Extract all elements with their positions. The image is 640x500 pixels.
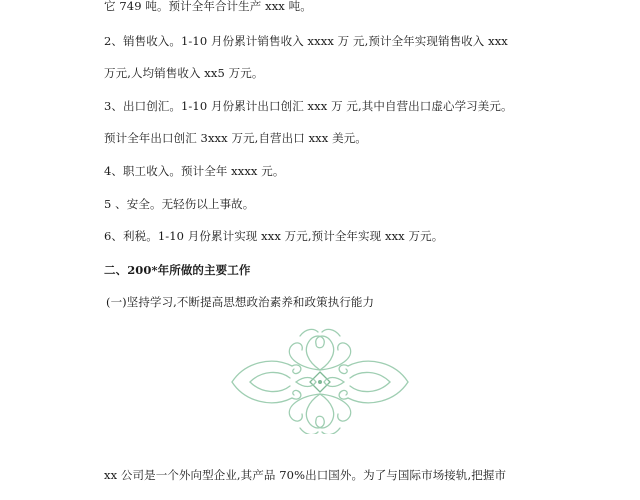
text-line-5: 预计全年出口创汇 3xxx 万元,自营出口 xxx 美元。 <box>104 131 367 145</box>
subsection-heading: (一)坚持学习,不断提高思想政治素养和政策执行能力 <box>106 295 375 309</box>
text-line-2: 2、销售收入。1-10 月份累计销售收入 xxxx 万 元,预计全年实现销售收入 xxx <box>104 34 508 48</box>
text-line-8: 6、利税。1-10 月份累计实现 xxx 万元,预计全年实现 xxx 万元。 <box>104 229 444 243</box>
text-line-paragraph: xx 公司是一个外向型企业,其产品 70%出口国外。为了与国际市场接轨,把握市 <box>104 468 507 482</box>
text-line-6: 4、职工收入。预计全年 xxxx 元。 <box>104 164 285 178</box>
text-line-1: 它 749 吨。预计全年合计生产 xxx 吨。 <box>104 0 312 13</box>
text-line-4: 3、出口创汇。1-10 月份累计出口创汇 xxx 万 元,其中自营出口虚心学习美元。 <box>104 99 513 113</box>
text-line-3: 万元,人均销售收入 xx5 万元。 <box>104 66 264 80</box>
text-line-7: 5 、安全。无轻伤以上事故。 <box>104 197 255 211</box>
scroll-ornament-divider-icon <box>0 322 640 434</box>
section-heading: 二、200*年所做的主要工作 <box>104 263 251 277</box>
